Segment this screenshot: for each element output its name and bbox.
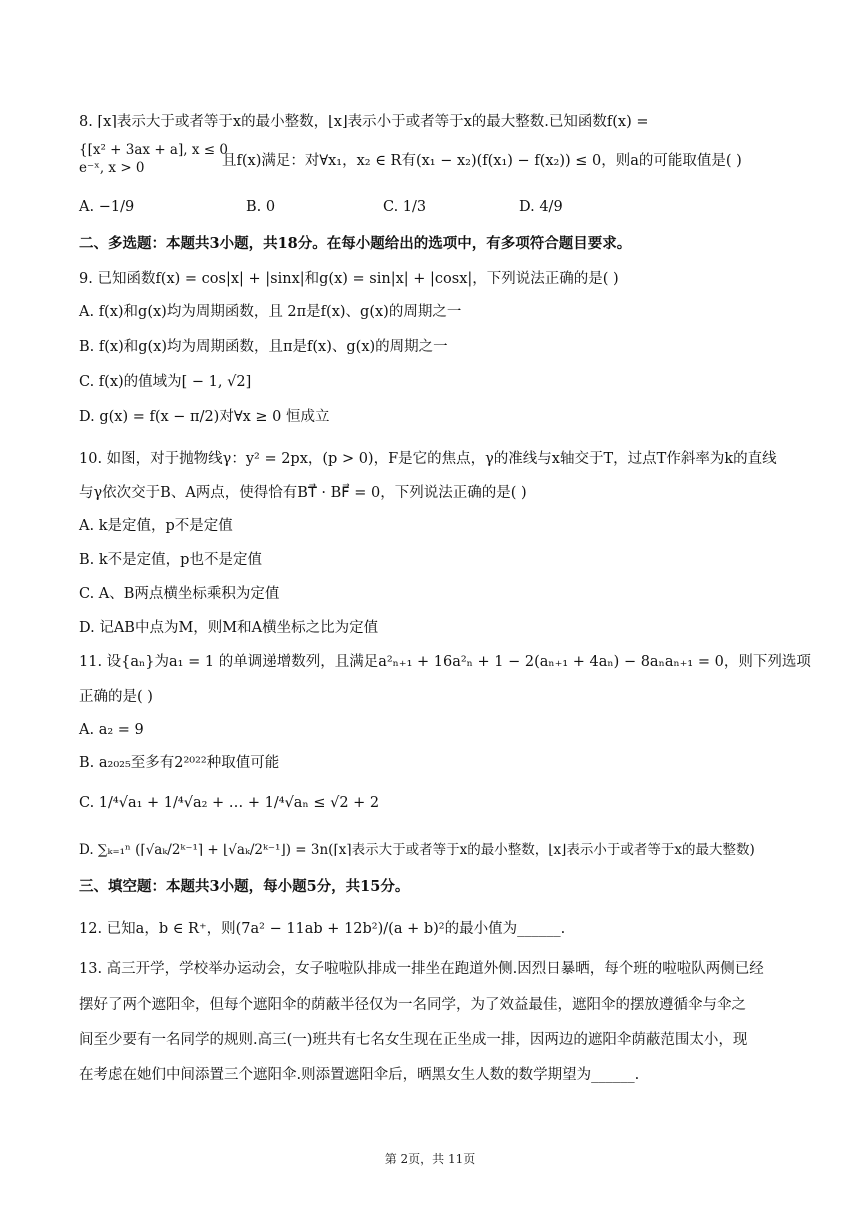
section-heading-fill-in: 三、填空题：本题共3小题，每小题5分，共15分。 [79,878,410,895]
q8-piecewise-top: {[x² + 3ax + a], x ≤ 0 [79,142,228,158]
q9-option-b: B. f(x)和g(x)均为周期函数，且π是f(x)、g(x)的周期之一 [79,339,448,355]
q9-option-d: D. g(x) = f(x − π/2)对∀x ≥ 0 恒成立 [79,409,330,425]
q13-line4: 在考虑在她们中间添置三个遮阳伞.则添置遮阳伞后，晒黑女生人数的数学期望为______. [79,1067,640,1083]
q11-option-d: D. ∑ₖ₌₁ⁿ (⌈√aₖ/2ᵏ⁻¹⌉ + ⌊√aₖ/2ᵏ⁻¹⌋) = 3n(⌈x⌉表示大于或者等于x的最小整数，⌊x⌋表示小于或者等于x的最大整数) [79,842,755,858]
q8-line1: 8. ⌈x⌉表示大于或者等于x的最小整数，⌊x⌋表示小于或者等于x的最大整数.已知函数f(x) = [79,114,649,130]
q11-option-b: B. a₂₀₂₅至多有2²⁰²²种取值可能 [79,755,280,771]
q11-option-c: C. 1/⁴√a₁ + 1/⁴√a₂ + … + 1/⁴√aₙ ≤ √2 + 2 [79,795,380,811]
q8-option-a: A. −1/9 [79,199,135,215]
q8-option-c: C. 1/3 [383,199,427,215]
q12-stem: 12. 已知a，b ∈ R⁺，则(7a² − 11ab + 12b²)/(a + b)²的最小值为______. [79,921,566,937]
q11-line2: 正确的是( ) [79,689,153,705]
q10-option-c: C. A、B两点横坐标乘积为定值 [79,586,280,602]
q9-option-c: C. f(x)的值域为[ − 1, √2] [79,374,252,390]
q13-line1: 13. 高三开学，学校举办运动会，女子啦啦队排成一排坐在跑道外侧.因烈日暴晒，每个班的啦啦队两侧已经 [79,961,764,977]
q9-stem: 9. 已知函数f(x) = cos|x| + |sinx|和g(x) = sin|x| + |cosx|，下列说法正确的是( ) [79,271,619,287]
q8-piecewise-bottom: e⁻ˣ, x > 0 [79,160,145,176]
q10-option-b: B. k不是定值，p也不是定值 [79,552,262,568]
q9-option-a: A. f(x)和g(x)均为周期函数，且 2π是f(x)、g(x)的周期之一 [79,304,462,320]
q13-line2: 摆好了两个遮阳伞，但每个遮阳伞的荫蔽半径仅为一名同学，为了效益最佳，遮阳伞的摆放遵循伞与伞之 [79,997,746,1013]
page-number-footer: 第 2页，共 11页 [384,1152,476,1166]
q11-option-a: A. a₂ = 9 [79,722,144,738]
q10-option-a: A. k是定值，p不是定值 [79,518,233,534]
section-heading-multiple-choice: 二、多选题：本题共3小题，共18分。在每小题给出的选项中，有多项符合题目要求。 [79,235,632,252]
q8-option-b: B. 0 [246,199,276,215]
q13-line3: 间至少要有一名同学的规则.高三(一)班共有七名女生现在正坐成一排，因两边的遮阳伞荫蔽范围太小，现 [79,1032,748,1048]
q10-line1: 10. 如图，对于抛物线γ：y² = 2px，(p > 0)，F是它的焦点，γ的准线与x轴交于T，过点T作斜率为k的直线 [79,451,777,467]
q8-option-d: D. 4/9 [519,199,563,215]
q11-line1: 11. 设{aₙ}为a₁ = 1 的单调递增数列，且满足a²ₙ₊₁ + 16a²ₙ + 1 − 2(aₙ₊₁ + 4aₙ) − 8aₙaₙ₊₁ = 0，则下列选项 [79,654,811,670]
q10-line2: 与γ依次交于B、A两点，使得恰有BT⃗ · BF⃗ = 0，下列说法正确的是( ) [79,485,527,501]
q10-option-d: D. 记AB中点为M，则M和A横坐标之比为定值 [79,620,379,636]
q8-line2: 且f(x)满足：对∀x₁，x₂ ∈ R有(x₁ − x₂)(f(x₁) − f(x₂)) ≤ 0，则a的可能取值是( ) [222,153,742,169]
